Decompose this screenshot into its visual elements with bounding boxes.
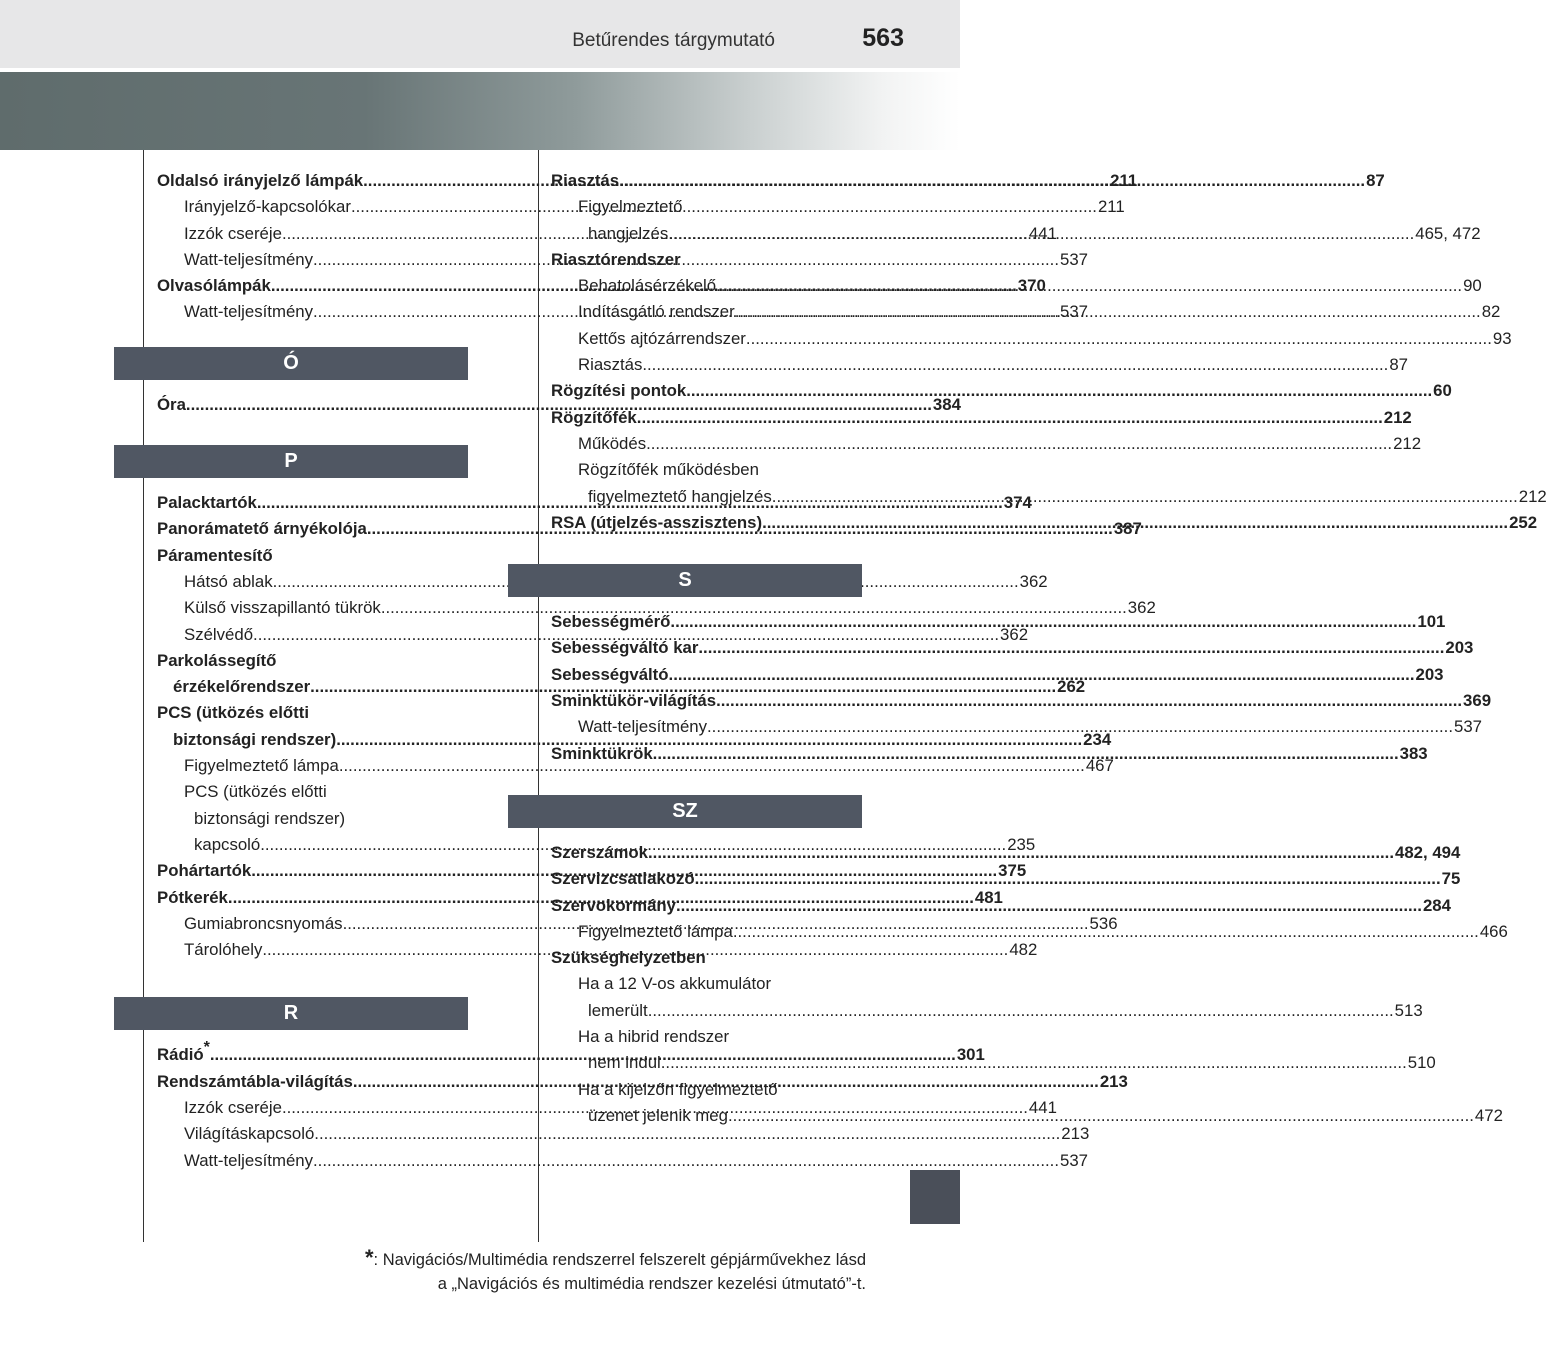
dot-leader	[707, 714, 1453, 740]
dot-leader	[698, 635, 1444, 661]
index-subentry: Hátsó ablak ..... 362	[157, 569, 469, 595]
letter-header-s: S	[508, 564, 862, 597]
page-reference: 482, 494	[1395, 842, 1461, 862]
page-reference: 362	[1127, 598, 1156, 618]
header-banner	[0, 72, 960, 150]
index-entry: Sebességváltó ..... 203	[551, 662, 863, 688]
index-entry: Rögzítési pontok ..... 60	[551, 378, 863, 404]
index-subentry: Izzók cseréje ..... 441	[157, 221, 469, 247]
index-subentry: Tárolóhely ..... 482	[157, 937, 469, 963]
page-reference: 82	[1481, 302, 1501, 322]
letter-header-sz: SZ	[508, 795, 862, 828]
index-subentry-continued: kapcsoló ..... 235	[157, 832, 469, 858]
footnote-line-2: a „Navigációs és multimédia rendszer kezelési útmutató”-t.	[437, 1275, 866, 1293]
page-reference: 387	[1113, 519, 1142, 539]
dot-leader	[686, 378, 1432, 404]
footnote-star: *	[364, 1245, 374, 1270]
index-subentry: Watt-teljesítmény ..... 537	[157, 1148, 469, 1174]
index-subentry-continued: lemerült ..... 513	[551, 998, 863, 1024]
dot-leader	[669, 662, 1415, 688]
page-reference: 90	[1463, 276, 1482, 296]
index-entry: Riasztás ..... 87	[551, 168, 863, 194]
dot-leader	[637, 405, 1383, 431]
page-reference: 203	[1415, 664, 1444, 684]
index-subentry: Ha a 12 V-os akkumulátor	[578, 974, 772, 994]
index-entry: Parkolássegítő	[157, 650, 277, 670]
index-entry: Szükséghelyzetben	[551, 948, 706, 968]
index-subentry: Indításgátló rendszer ..... 82	[551, 299, 863, 325]
index-subentry: Behatolásérzékelő ..... 90	[551, 273, 863, 299]
index-entry: Sminktükrök ..... 383	[551, 741, 863, 767]
index-subentry: Világításkapcsoló ..... 213	[157, 1121, 469, 1147]
index-entry: Pohártartók ..... 375	[157, 858, 469, 884]
index-entry: Palacktartók ..... 374	[157, 490, 469, 516]
index-subentry: Riasztás ..... 87	[551, 352, 863, 378]
index-subentry: Gumiabroncsnyomás ..... 536	[157, 911, 469, 937]
index-entry: Riasztórendszer	[551, 249, 681, 269]
page-reference: 87	[1389, 355, 1409, 375]
page-reference: 374	[1003, 493, 1032, 513]
page-reference: 212	[1383, 407, 1412, 427]
index-subentry: Figyelmeztető lámpa ..... 467	[157, 753, 469, 779]
dot-leader	[716, 688, 1462, 714]
page-reference: 369	[1463, 691, 1492, 711]
dot-leader	[695, 866, 1441, 892]
index-subentry: Külső visszapillantó tükrök ..... 362	[157, 595, 469, 621]
index-entry: Sebességmérő ..... 101	[551, 609, 863, 635]
footnote	[180, 1246, 866, 1296]
page-reference: 537	[1059, 302, 1088, 322]
page-reference: 537	[1059, 249, 1088, 269]
page-reference: 362	[1019, 571, 1048, 591]
page-reference: 481	[974, 887, 1003, 907]
page-reference: 93	[1492, 328, 1512, 348]
index-subentry: Ha a hibrid rendszer	[578, 1027, 730, 1047]
dot-leader	[746, 326, 1492, 352]
dot-leader	[648, 840, 1394, 866]
index-entry: Olvasólámpák ..... 370	[157, 273, 469, 299]
dot-leader	[735, 299, 1481, 325]
letter-header-r: R	[114, 997, 468, 1030]
page-reference: 466	[1479, 921, 1508, 941]
dot-leader	[653, 741, 1399, 767]
index-subentry: Ha a kijelzőn figyelmeztető	[578, 1079, 778, 1099]
dot-leader	[716, 273, 1462, 299]
index-entry: PCS (ütközés előtti	[157, 703, 309, 723]
page-reference: 375	[998, 861, 1027, 881]
index-entry: Rögzítőfék ..... 212	[551, 405, 863, 431]
index-entry: Óra ..... 384	[157, 392, 469, 418]
page-reference: 203	[1445, 638, 1474, 658]
page-reference: 284	[1422, 895, 1451, 915]
index-subentry-continued: figyelmeztető hangjelzés ..... 212	[551, 484, 863, 510]
index-entry: Sebességváltó kar ..... 203	[551, 635, 863, 661]
page-reference: 441	[1028, 223, 1057, 243]
page-reference: 212	[1393, 433, 1422, 453]
page-reference: 536	[1089, 913, 1118, 933]
index-entry: Rádió* ..... 301	[157, 1042, 469, 1068]
index-entry: Pótkerék ..... 481	[157, 885, 469, 911]
index-entry: Oldalsó irányjelző lámpák ..... 211	[157, 168, 469, 194]
dot-leader	[733, 919, 1479, 945]
page-reference: 75	[1441, 869, 1461, 889]
column-rule-left	[143, 150, 144, 1242]
index-subentry: Működés ..... 212	[551, 431, 863, 457]
chapter-tab	[910, 1170, 960, 1224]
page-reference: 101	[1417, 612, 1446, 632]
index-entry: Szervizcsatlakozó ..... 75	[551, 866, 863, 892]
letter-header-o-acute: Ó	[114, 347, 468, 380]
page-reference: 213	[1061, 1124, 1090, 1144]
header-bar	[0, 0, 960, 68]
index-subentry: Szélvédő ..... 362	[157, 622, 469, 648]
index-entry: Rendszámtábla-világítás ..... 213	[157, 1069, 469, 1095]
index-subentry: Figyelmeztető lámpa ..... 466	[551, 919, 863, 945]
index-subentry: Kettős ajtózárrendszer ..... 93	[551, 326, 863, 352]
index-entry: Sminktükör-világítás ..... 369	[551, 688, 863, 714]
page-reference: 362	[1000, 624, 1029, 644]
index-subentry: Figyelmeztető	[578, 197, 683, 217]
index-subentry-continued: biztonsági rendszer)	[194, 808, 346, 828]
index-entry: Szerszámok ..... 482, 494	[551, 840, 863, 866]
page-reference: 383	[1399, 743, 1428, 763]
index-subentry: PCS (ütközés előtti	[184, 782, 327, 802]
index-subentry-continued: nem indul ..... 510	[551, 1050, 863, 1076]
dot-leader	[670, 609, 1416, 635]
footnote-marker: *	[203, 1038, 210, 1056]
index-subentry: Watt-teljesítmény ..... 537	[551, 714, 863, 740]
page-reference: 537	[1059, 1150, 1088, 1170]
index-subentry: Izzók cseréje ..... 441	[157, 1095, 469, 1121]
page-number: 563	[862, 24, 904, 52]
page-reference: 482	[1009, 940, 1038, 960]
page-reference: 441	[1028, 1098, 1057, 1118]
page-reference: 211	[1110, 171, 1138, 190]
letter-header-p: P	[114, 445, 468, 478]
page-reference: 537	[1453, 717, 1482, 737]
page-reference: 60	[1433, 381, 1452, 401]
dot-leader	[676, 893, 1422, 919]
section-title: Betűrendes tárgymutató	[572, 30, 775, 51]
index-entry-continued: biztonsági rendszer) ..... 234	[157, 727, 469, 753]
footnote-line-1: *: Navigációs/Multimédia rendszerrel felszerelt gépjárművekhez lásd	[364, 1245, 866, 1270]
index-entry: RSA (útjelzés-asszisztens) ..... 252	[551, 510, 863, 536]
index-entry: Szervokormány ..... 284	[551, 893, 863, 919]
dot-leader	[646, 431, 1392, 457]
index-subentry-continued: üzenet jelenik meg ..... 472	[551, 1103, 863, 1129]
index-subentry: Rögzítőfék működésben	[578, 460, 759, 480]
dot-leader	[642, 352, 1388, 378]
index-entry-continued: érzékelőrendszer ..... 262	[157, 674, 469, 700]
index-subentry: Watt-teljesítmény ..... 537	[157, 299, 469, 325]
index-subentry-continued: hangjelzés ..... 465, 472	[551, 221, 863, 247]
page-reference: 211	[1097, 197, 1125, 217]
index-subentry: Irányjelző-kapcsolókar ..... 211	[157, 194, 469, 220]
index-entry: Páramentesítő	[157, 545, 273, 565]
index-subentry: Watt-teljesítmény ..... 537	[157, 247, 469, 273]
page-reference: 213	[1099, 1071, 1128, 1091]
page-reference: 370	[1017, 276, 1046, 296]
index-entry: Panorámatető árnyékolója ..... 387	[157, 516, 469, 542]
